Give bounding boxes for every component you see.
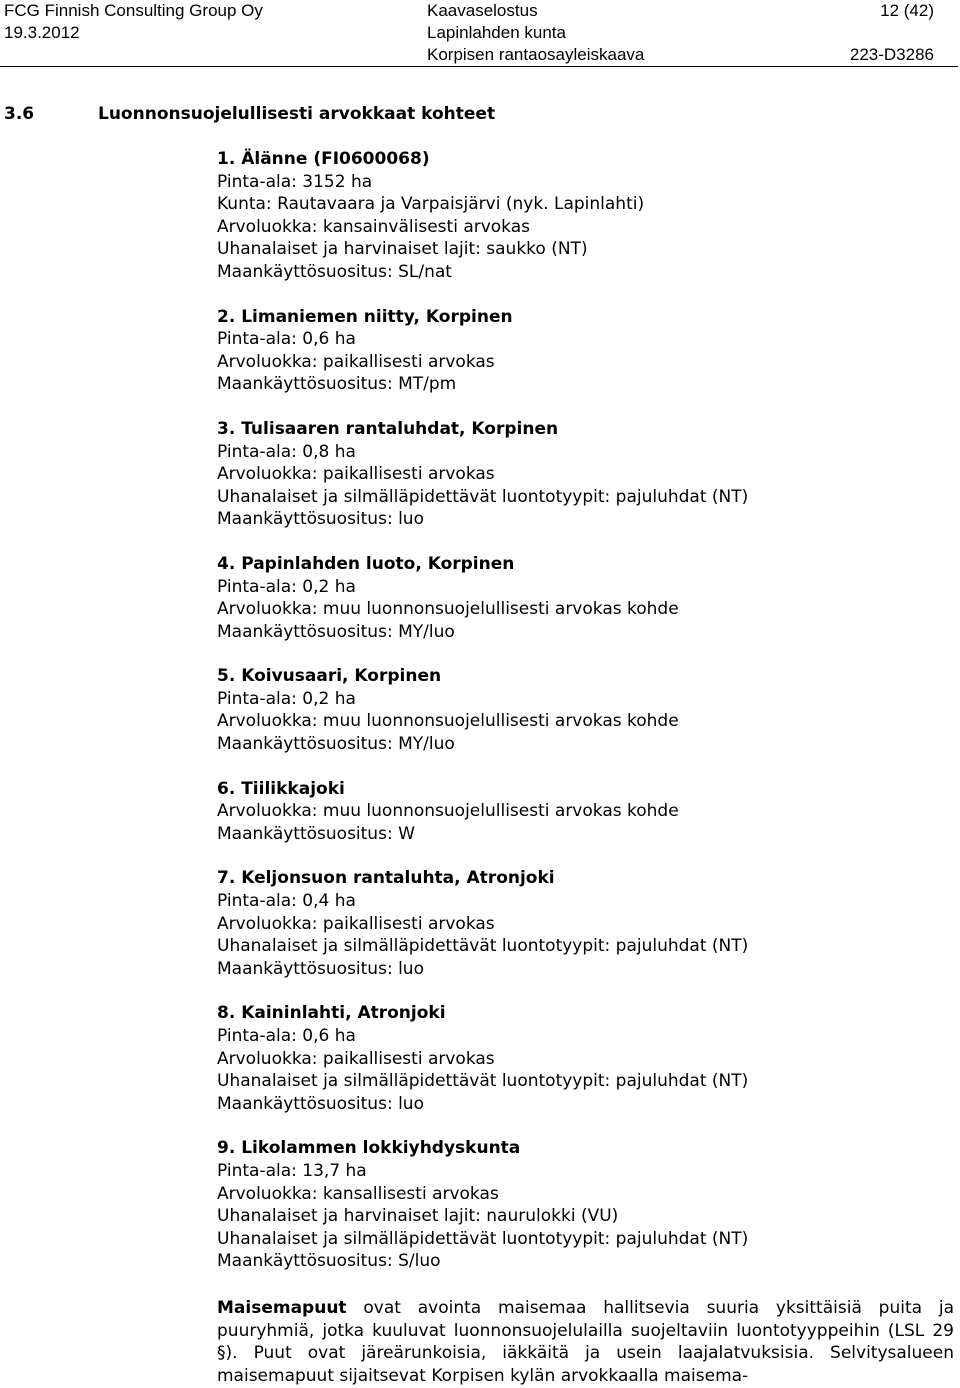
site-detail-line: Uhanalaiset ja harvinaiset lajit: naurulokki (VU) <box>217 1206 619 1227</box>
site-title: 4. Papinlahden luoto, Korpinen <box>217 553 515 574</box>
site-item <box>217 778 957 846</box>
site-detail-line: Arvoluokka: muu luonnonsuojelullisesti arvokas kohde <box>217 801 679 822</box>
site-detail-line: Arvoluokka: kansallisesti arvokas <box>217 1183 499 1204</box>
site-detail-line: Maankäyttösuositus: W <box>217 823 415 844</box>
paragraph-term: Maisemapuut <box>217 1298 347 1318</box>
site-detail-line: Uhanalaiset ja silmälläpidettävät luontotyypit: pajuluhdat (NT) <box>217 936 749 957</box>
header-right <box>850 0 934 66</box>
site-detail-line: Arvoluokka: muu luonnonsuojelullisesti arvokas kohde <box>217 711 679 732</box>
site-detail-line: Uhanalaiset ja silmälläpidettävät luontotyypit: pajuluhdat (NT) <box>217 486 749 507</box>
page-number: 12 (42) <box>880 1 934 20</box>
site-title: 3. Tulisaaren rantaluhdat, Korpinen <box>217 418 559 439</box>
site-item <box>217 306 957 396</box>
site-item <box>217 867 957 980</box>
site-detail-line: Uhanalaiset ja harvinaiset lajit: saukko (NT) <box>217 239 588 260</box>
site-detail-line: Arvoluokka: paikallisesti arvokas <box>217 1048 495 1069</box>
site-title: 2. Limaniemen niitty, Korpinen <box>217 306 513 327</box>
municipality-name: Lapinlahden kunta <box>427 23 566 42</box>
site-detail-line: Pinta-ala: 3152 ha <box>217 171 373 192</box>
site-item <box>217 1137 957 1273</box>
site-item <box>217 148 957 284</box>
section-number: 3.6 <box>4 104 35 124</box>
site-detail-line: Maankäyttösuositus: SL/nat <box>217 261 452 282</box>
site-detail-line: Kunta: Rautavaara ja Varpaisjärvi (nyk. Lapinlahti) <box>217 194 645 215</box>
site-detail-line: Pinta-ala: 0,6 ha <box>217 329 356 350</box>
site-detail-line: Pinta-ala: 0,4 ha <box>217 891 356 912</box>
site-item <box>217 553 957 643</box>
site-title: 1. Älänne (FI0600068) <box>217 149 430 169</box>
section-heading <box>4 104 495 124</box>
site-detail-line: Maankäyttösuositus: luo <box>217 509 424 530</box>
site-detail-line: Arvoluokka: paikallisesti arvokas <box>217 464 495 485</box>
site-detail-line: Maankäyttösuositus: luo <box>217 958 424 979</box>
site-item <box>217 418 957 531</box>
site-title: 6. Tiilikkajoki <box>217 778 345 799</box>
site-detail-line: Maankäyttösuositus: MY/luo <box>217 621 455 642</box>
company-name: FCG Finnish Consulting Group Oy <box>4 1 263 20</box>
site-title: 5. Koivusaari, Korpinen <box>217 666 442 687</box>
site-detail-line: Maankäyttösuositus: MT/pm <box>217 374 457 395</box>
header-left <box>4 0 263 44</box>
page-header <box>0 0 960 68</box>
document-date: 19.3.2012 <box>4 23 80 42</box>
site-detail-line: Pinta-ala: 0,6 ha <box>217 1026 356 1046</box>
site-detail-line: Maankäyttösuositus: luo <box>217 1093 424 1114</box>
paragraph-text: ovat avointa maisemaa hallitsevia suuria yksittäisiä puita ja puuryhmiä, jotka kuuluvat luonnonsuojelulailla suojeltaviin luontotyyppeihin (LSL 29 §). Puut ovat järeärunkoisia, iäkkäitä ja usein laajalatvuksisia. Selvitysalueen maisemapuut sijaitsevat Korpisen kylän arvokkaalla maisema- <box>217 1298 954 1386</box>
site-detail-line: Maankäyttösuositus: MY/luo <box>217 734 455 755</box>
site-title: 7. Keljonsuon rantaluhta, Atronjoki <box>217 868 555 889</box>
site-detail-line: Pinta-ala: 0,8 ha <box>217 441 356 462</box>
header-divider <box>0 66 958 67</box>
document-type: Kaavaselostus <box>427 1 538 20</box>
site-detail-line: Pinta-ala: 0,2 ha <box>217 576 356 597</box>
site-item <box>217 665 957 755</box>
site-detail-line: Pinta-ala: 0,2 ha <box>217 688 356 709</box>
section-title: Luonnonsuojelullisesti arvokkaat kohteet <box>98 104 496 124</box>
site-detail-line: Maankäyttösuositus: S/luo <box>217 1251 441 1272</box>
site-list <box>217 148 957 1295</box>
site-detail-line: Arvoluokka: kansainvälisesti arvokas <box>217 216 531 237</box>
plan-name: Korpisen rantaosayleiskaava <box>427 45 645 64</box>
site-title: 8. Kaininlahti, Atronjoki <box>217 1003 446 1024</box>
site-item <box>217 1002 957 1115</box>
header-middle <box>427 0 644 66</box>
site-detail-line: Arvoluokka: paikallisesti arvokas <box>217 351 495 372</box>
site-detail-line: Uhanalaiset ja silmälläpidettävät luontotyypit: pajuluhdat (NT) <box>217 1228 749 1249</box>
body-paragraph <box>217 1297 954 1387</box>
site-detail-line: Pinta-ala: 13,7 ha <box>217 1160 367 1181</box>
site-detail-line: Uhanalaiset ja silmälläpidettävät luontotyypit: pajuluhdat (NT) <box>217 1071 749 1092</box>
site-detail-line: Arvoluokka: muu luonnonsuojelullisesti arvokas kohde <box>217 599 679 620</box>
document-code: 223-D3286 <box>849 45 934 64</box>
site-detail-line: Arvoluokka: paikallisesti arvokas <box>217 913 495 934</box>
site-title: 9. Likolammen lokkiyhdyskunta <box>217 1138 521 1159</box>
